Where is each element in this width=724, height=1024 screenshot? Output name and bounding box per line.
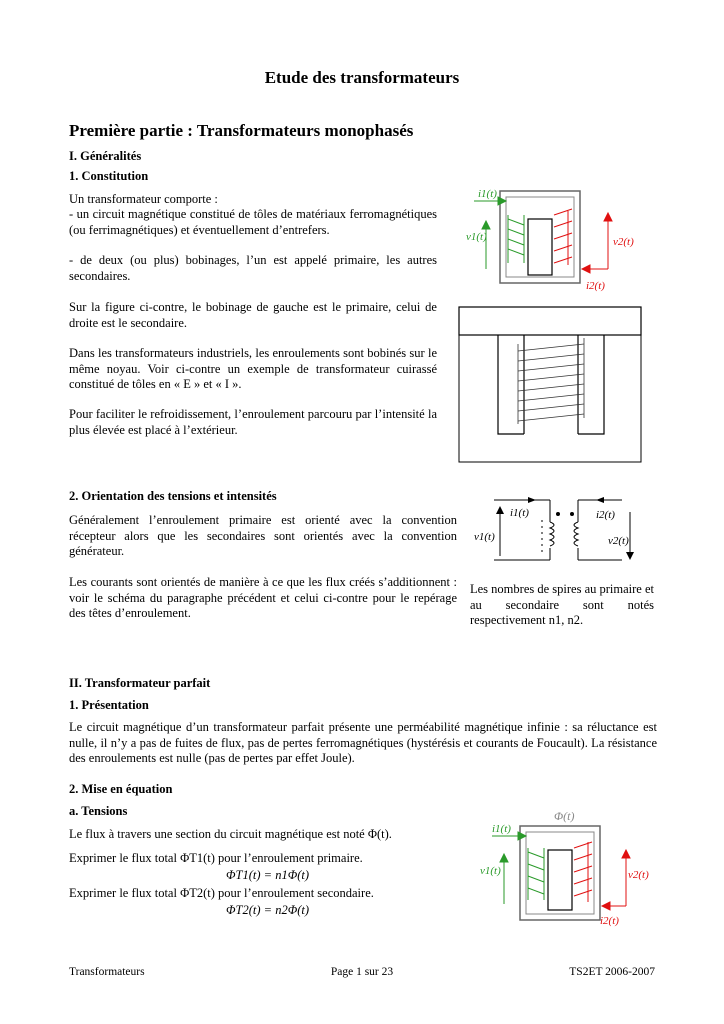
paragraph-primaire-secondaire: Sur la figure ci-contre, le bobinage de gauche est le primaire, celui de droite est le secondaire. [69, 300, 437, 330]
label-coupled-i2: i2(t) [596, 509, 615, 521]
secondary-arrows [582, 213, 612, 273]
subheading-constitution: 1. Constitution [69, 169, 149, 183]
equation-flux-primaire: ΦT1(t) = n1Φ(t) [226, 868, 310, 882]
label-flux-i2: i2(t) [600, 915, 619, 927]
figure-ei-core [458, 306, 643, 464]
paragraph-flux-secondaire: Exprimer le flux total ΦT2(t) pour l’enroulement secondaire. [69, 886, 374, 900]
label-i2: i2(t) [586, 280, 605, 292]
ei-windings [518, 338, 584, 424]
paragraph-industriels: Dans les transformateurs industriels, les enroulements sont bobinés sur le même noyau. Voir ci-contre un exemple de transformateur cuirassé constitué de tôles en « E » et « I ». [69, 346, 437, 391]
footer-page-number: Page 1 sur 23 [330, 966, 394, 978]
label-coupled-i1: i1(t) [510, 507, 529, 519]
subheading-mise-en-equation: 2. Mise en équation [69, 782, 173, 796]
paragraph-bobinages: - de deux (ou plus) bobinages, l’un est appelé primaire, les autres secondaires. [69, 253, 437, 283]
equation-flux-secondaire: ΦT2(t) = n2Φ(t) [226, 903, 310, 917]
subheading-tensions: a. Tensions [69, 804, 128, 818]
paragraph-convention: Généralement l’enroulement primaire est orienté avec la convention récepteur alors que les secondaires sont orientés avec la convention générateur. [69, 513, 457, 558]
label-i1: i1(t) [478, 188, 497, 200]
footer-left: Transformateurs [69, 966, 145, 978]
paragraph-flux: Le flux à travers une section du circuit magnétique est noté Φ(t). [69, 827, 392, 841]
secondary-winding [554, 209, 572, 265]
document-title: Etude des transformateurs [264, 68, 460, 87]
footer-right: TS2ET 2006-2007 [569, 966, 655, 978]
paragraph-refroidissement: Pour faciliter le refroidissement, l’enroulement parcouru par l’intensité la plus élevée est placé à l’extérieur. [69, 407, 437, 437]
primary-winding [508, 215, 524, 263]
part-title: Première partie : Transformateurs monophasés [69, 121, 414, 140]
label-coupled-v2: v2(t) [608, 535, 629, 547]
label-v2: v2(t) [613, 236, 634, 248]
label-flux-v2: v2(t) [628, 869, 649, 881]
figure-caption-spires: Les nombres de spires au primaire et au secondaire sont notés respectivement n1, n2. [470, 582, 654, 627]
figure-transformer-schema [458, 185, 638, 295]
subheading-presentation: 1. Présentation [69, 698, 149, 712]
figure-transformer-flux [476, 806, 652, 930]
label-v1: v1(t) [466, 231, 487, 243]
paragraph-intro: Un transformateur comporte : [69, 192, 218, 206]
label-flux-v1: v1(t) [480, 865, 501, 877]
paragraph-circuit-magnetique: - un circuit magnétique constitué de tôles de matériaux ferromagnétiques (ou ferrimagnétiques) et éventuellement d’entrefers. [69, 207, 437, 237]
section-heading-parfait: II. Transformateur parfait [69, 676, 211, 690]
section-heading-generalites: I. Généralités [69, 149, 142, 163]
label-flux-i1: i1(t) [492, 823, 511, 835]
subheading-orientation: 2. Orientation des tensions et intensités [69, 489, 277, 503]
paragraph-presentation: Le circuit magnétique d’un transformateur parfait présente une perméabilité magnétique infinie : sa réluctance est nulle, il n’y a pas de fuites de flux, pas de pertes ferromagnétiques (hystérésis et courants de Foucault). La résistance des enroulements est nulle (pas de pertes par effet Joule). [69, 720, 657, 765]
paragraph-courants: Les courants sont orientés de manière à ce que les flux créés s’additionnent : voir le schéma du paragraphe précédent et celui ci-contre pour le repérage des têtes d’enroulement. [69, 575, 457, 620]
label-phi: Φ(t) [554, 809, 575, 823]
paragraph-flux-primaire: Exprimer le flux total ΦT1(t) pour l’enroulement primaire. [69, 851, 363, 865]
figure-coupled-coils [472, 496, 640, 566]
label-coupled-v1: v1(t) [474, 531, 495, 543]
